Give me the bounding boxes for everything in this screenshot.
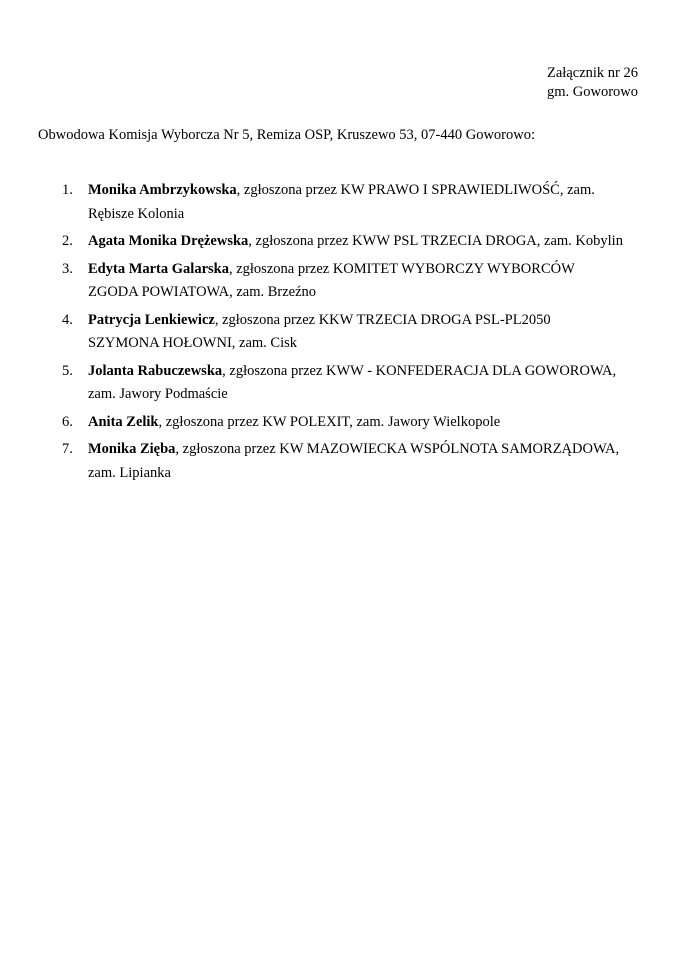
attachment-block	[547, 64, 638, 102]
member-entry	[88, 230, 623, 254]
member-row	[62, 411, 624, 435]
member-row	[62, 230, 624, 254]
member-entry	[88, 258, 623, 305]
member-number: 1.	[62, 182, 73, 198]
attachment-number: Załącznik nr 26	[547, 65, 638, 81]
member-number: 6.	[62, 413, 73, 430]
member-details: , zgłoszona przez KW MAZOWIECKA WSPÓLNOTA SAMORZĄDOWA, zam. Lipianka	[88, 441, 620, 481]
member-entry	[88, 438, 623, 485]
member-details: , zgłoszona przez KKW TRZECIA DROGA PSL-PL2050 SZYMONA HOŁOWNI, zam. Cisk	[88, 311, 551, 351]
member-entry	[88, 179, 623, 226]
member-name: Edyta Marta Galarska	[88, 260, 229, 277]
member-row	[62, 438, 624, 485]
member-name: Jolanta Rabuczewska	[88, 362, 223, 379]
member-name: Anita Zelik	[88, 413, 159, 430]
member-row	[62, 360, 624, 407]
member-list	[62, 179, 624, 489]
commission-heading: Obwodowa Komisja Wyborcza Nr 5, Remiza OSP, Kruszewo 53, 07-440 Goworowo:	[38, 127, 536, 143]
member-row	[62, 309, 624, 356]
member-row	[62, 179, 624, 226]
member-number: 2.	[62, 233, 73, 249]
member-details: , zgłoszona przez KWW - KONFEDERACJA DLA GOWOROWA, zam. Jawory Podmaście	[88, 362, 617, 402]
member-name: Agata Monika Drężewska	[88, 233, 249, 249]
member-details: , zgłoszona przez KW PRAWO I SPRAWIEDLIWOŚĆ, zam. Rębisze Kolonia	[88, 182, 595, 222]
member-name: Patrycja Lenkiewicz	[88, 311, 215, 328]
member-name: Monika Ambrzykowska	[88, 182, 237, 198]
member-name: Monika Zięba	[88, 441, 176, 457]
attachment-municipality: gm. Goworowo	[546, 84, 638, 100]
member-details: , zgłoszona przez KWW PSL TRZECIA DROGA, zam. Kobylin	[248, 233, 623, 249]
member-number: 5.	[62, 362, 73, 379]
member-details: , zgłoszona przez KOMITET WYBORCZY WYBORCÓW ZGODA POWIATOWA, zam. Brzeźno	[88, 260, 575, 300]
member-entry	[88, 309, 623, 356]
member-entry	[88, 360, 623, 407]
member-number: 3.	[62, 260, 73, 277]
member-number: 4.	[62, 311, 73, 328]
member-details: , zgłoszona przez KW POLEXIT, zam. Jawory Wielkopole	[158, 413, 501, 430]
member-row	[62, 258, 624, 305]
member-number: 7.	[62, 441, 73, 457]
member-entry	[88, 411, 500, 435]
